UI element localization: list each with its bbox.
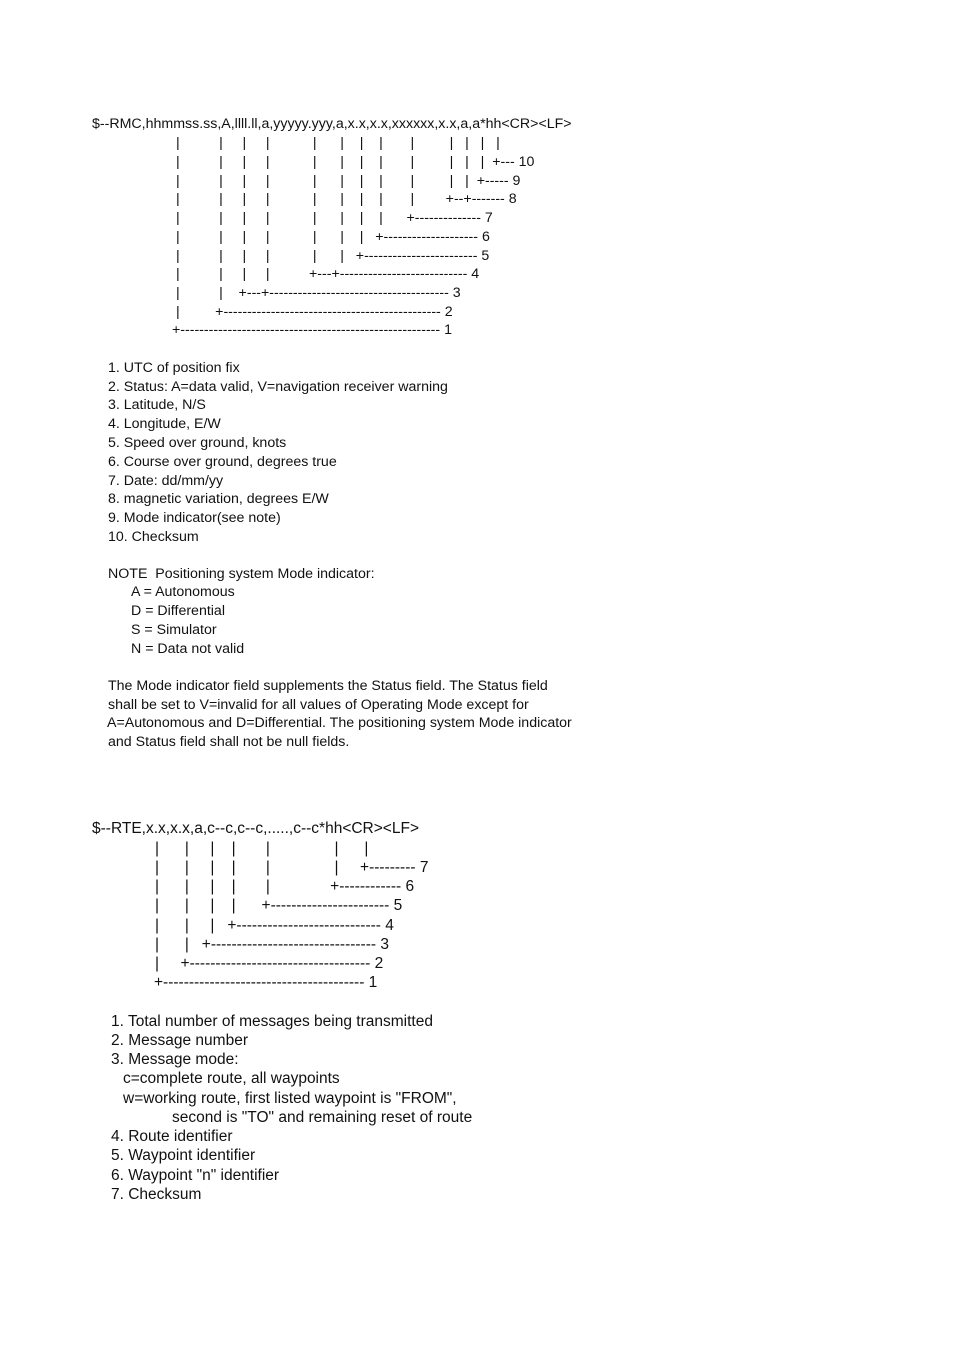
list-item: 5. Waypoint identifier (111, 1147, 256, 1164)
paragraph-line: shall be set to V=invalid for all values of Operating Mode except for (108, 697, 529, 713)
list-item: A = Autonomous (131, 584, 235, 600)
rmc-diagram-line: | | | | | | | +-------------------- 6 (176, 229, 490, 245)
list-item: 5. Speed over ground, knots (108, 435, 287, 451)
list-item: second is "TO" and remaining reset of route (172, 1109, 473, 1126)
rmc-diagram-line: | | | | | | | | +-------------- 7 (176, 210, 493, 226)
rmc-diagram-line: +------------------------------------------------------- 1 (172, 322, 452, 338)
rmc-diagram-line: | | | | | | | | | +--+------- 8 (176, 191, 517, 207)
list-item: 10. Checksum (108, 529, 199, 545)
list-item: 3. Message mode: (111, 1051, 239, 1068)
list-item: c=complete route, all waypoints (123, 1070, 340, 1087)
list-item: 6. Course over ground, degrees true (108, 454, 337, 470)
list-item: N = Data not valid (131, 641, 245, 657)
rte-diagram-line: | | | | | | +--------- 7 (155, 859, 429, 876)
rmc-diagram-line: | +---------------------------------------------- 2 (176, 304, 453, 320)
rmc-diagram-line: | | | | | | +------------------------ 5 (176, 248, 490, 264)
list-item: 6. Waypoint "n" identifier (111, 1167, 280, 1184)
list-item: 1. UTC of position fix (108, 360, 240, 376)
rmc-diagram-line: | | +---+-------------------------------------- 3 (176, 285, 461, 301)
paragraph-line: A=Autonomous and D=Differential. The positioning system Mode indicator (107, 715, 572, 731)
list-item: S = Simulator (131, 622, 217, 638)
list-item: 2. Message number (111, 1032, 248, 1049)
list-item: D = Differential (131, 603, 225, 619)
rmc-sentence: $--RMC,hhmmss.ss,A,llll.ll,a,yyyyy.yyy,a,x.x,x.x,xxxxxx,x.x,a,a*hh<CR><LF> (92, 116, 572, 132)
rte-diagram-line: +--------------------------------------- 1 (154, 974, 378, 991)
rte-diagram-line: | +----------------------------------- 2 (155, 955, 384, 972)
rte-diagram-line: | | | | | +------------ 6 (155, 878, 415, 895)
list-item: 9. Mode indicator(see note) (108, 510, 281, 526)
list-item: w=working route, first listed waypoint is "FROM", (123, 1090, 457, 1107)
list-item: 2. Status: A=data valid, V=navigation receiver warning (108, 379, 448, 395)
rte-sentence: $--RTE,x.x,x.x,a,c--c,c--c,.....,c--c*hh<CR><LF> (92, 820, 419, 837)
list-item: 8. magnetic variation, degrees E/W (108, 491, 329, 507)
paragraph-line: and Status field shall not be null fields. (108, 734, 350, 750)
note-title: NOTE Positioning system Mode indicator: (108, 566, 375, 582)
rmc-diagram-line: | | | | | | | | | | | | +--- 10 (176, 154, 535, 170)
rmc-diagram-line: | | | | | | | | | | | +----- 9 (176, 173, 521, 189)
list-item: 7. Checksum (111, 1186, 202, 1203)
rmc-diagram-line: | | | | | | | | | | | | | (176, 135, 500, 151)
list-item: 3. Latitude, N/S (108, 397, 206, 413)
paragraph-line: The Mode indicator field supplements the Status field. The Status field (108, 678, 548, 694)
list-item: 4. Route identifier (111, 1128, 233, 1145)
list-item: 1. Total number of messages being transmitted (111, 1013, 433, 1030)
list-item: 7. Date: dd/mm/yy (108, 473, 224, 489)
rte-diagram-line: | | | | +----------------------- 5 (155, 897, 403, 914)
list-item: 4. Longitude, E/W (108, 416, 221, 432)
rmc-diagram-line: | | | | +---+--------------------------- 4 (176, 266, 480, 282)
rte-diagram-line: | | +-------------------------------- 3 (155, 936, 389, 953)
rte-diagram-line: | | | +---------------------------- 4 (155, 917, 394, 934)
rte-diagram-line: | | | | | | | (155, 840, 369, 857)
